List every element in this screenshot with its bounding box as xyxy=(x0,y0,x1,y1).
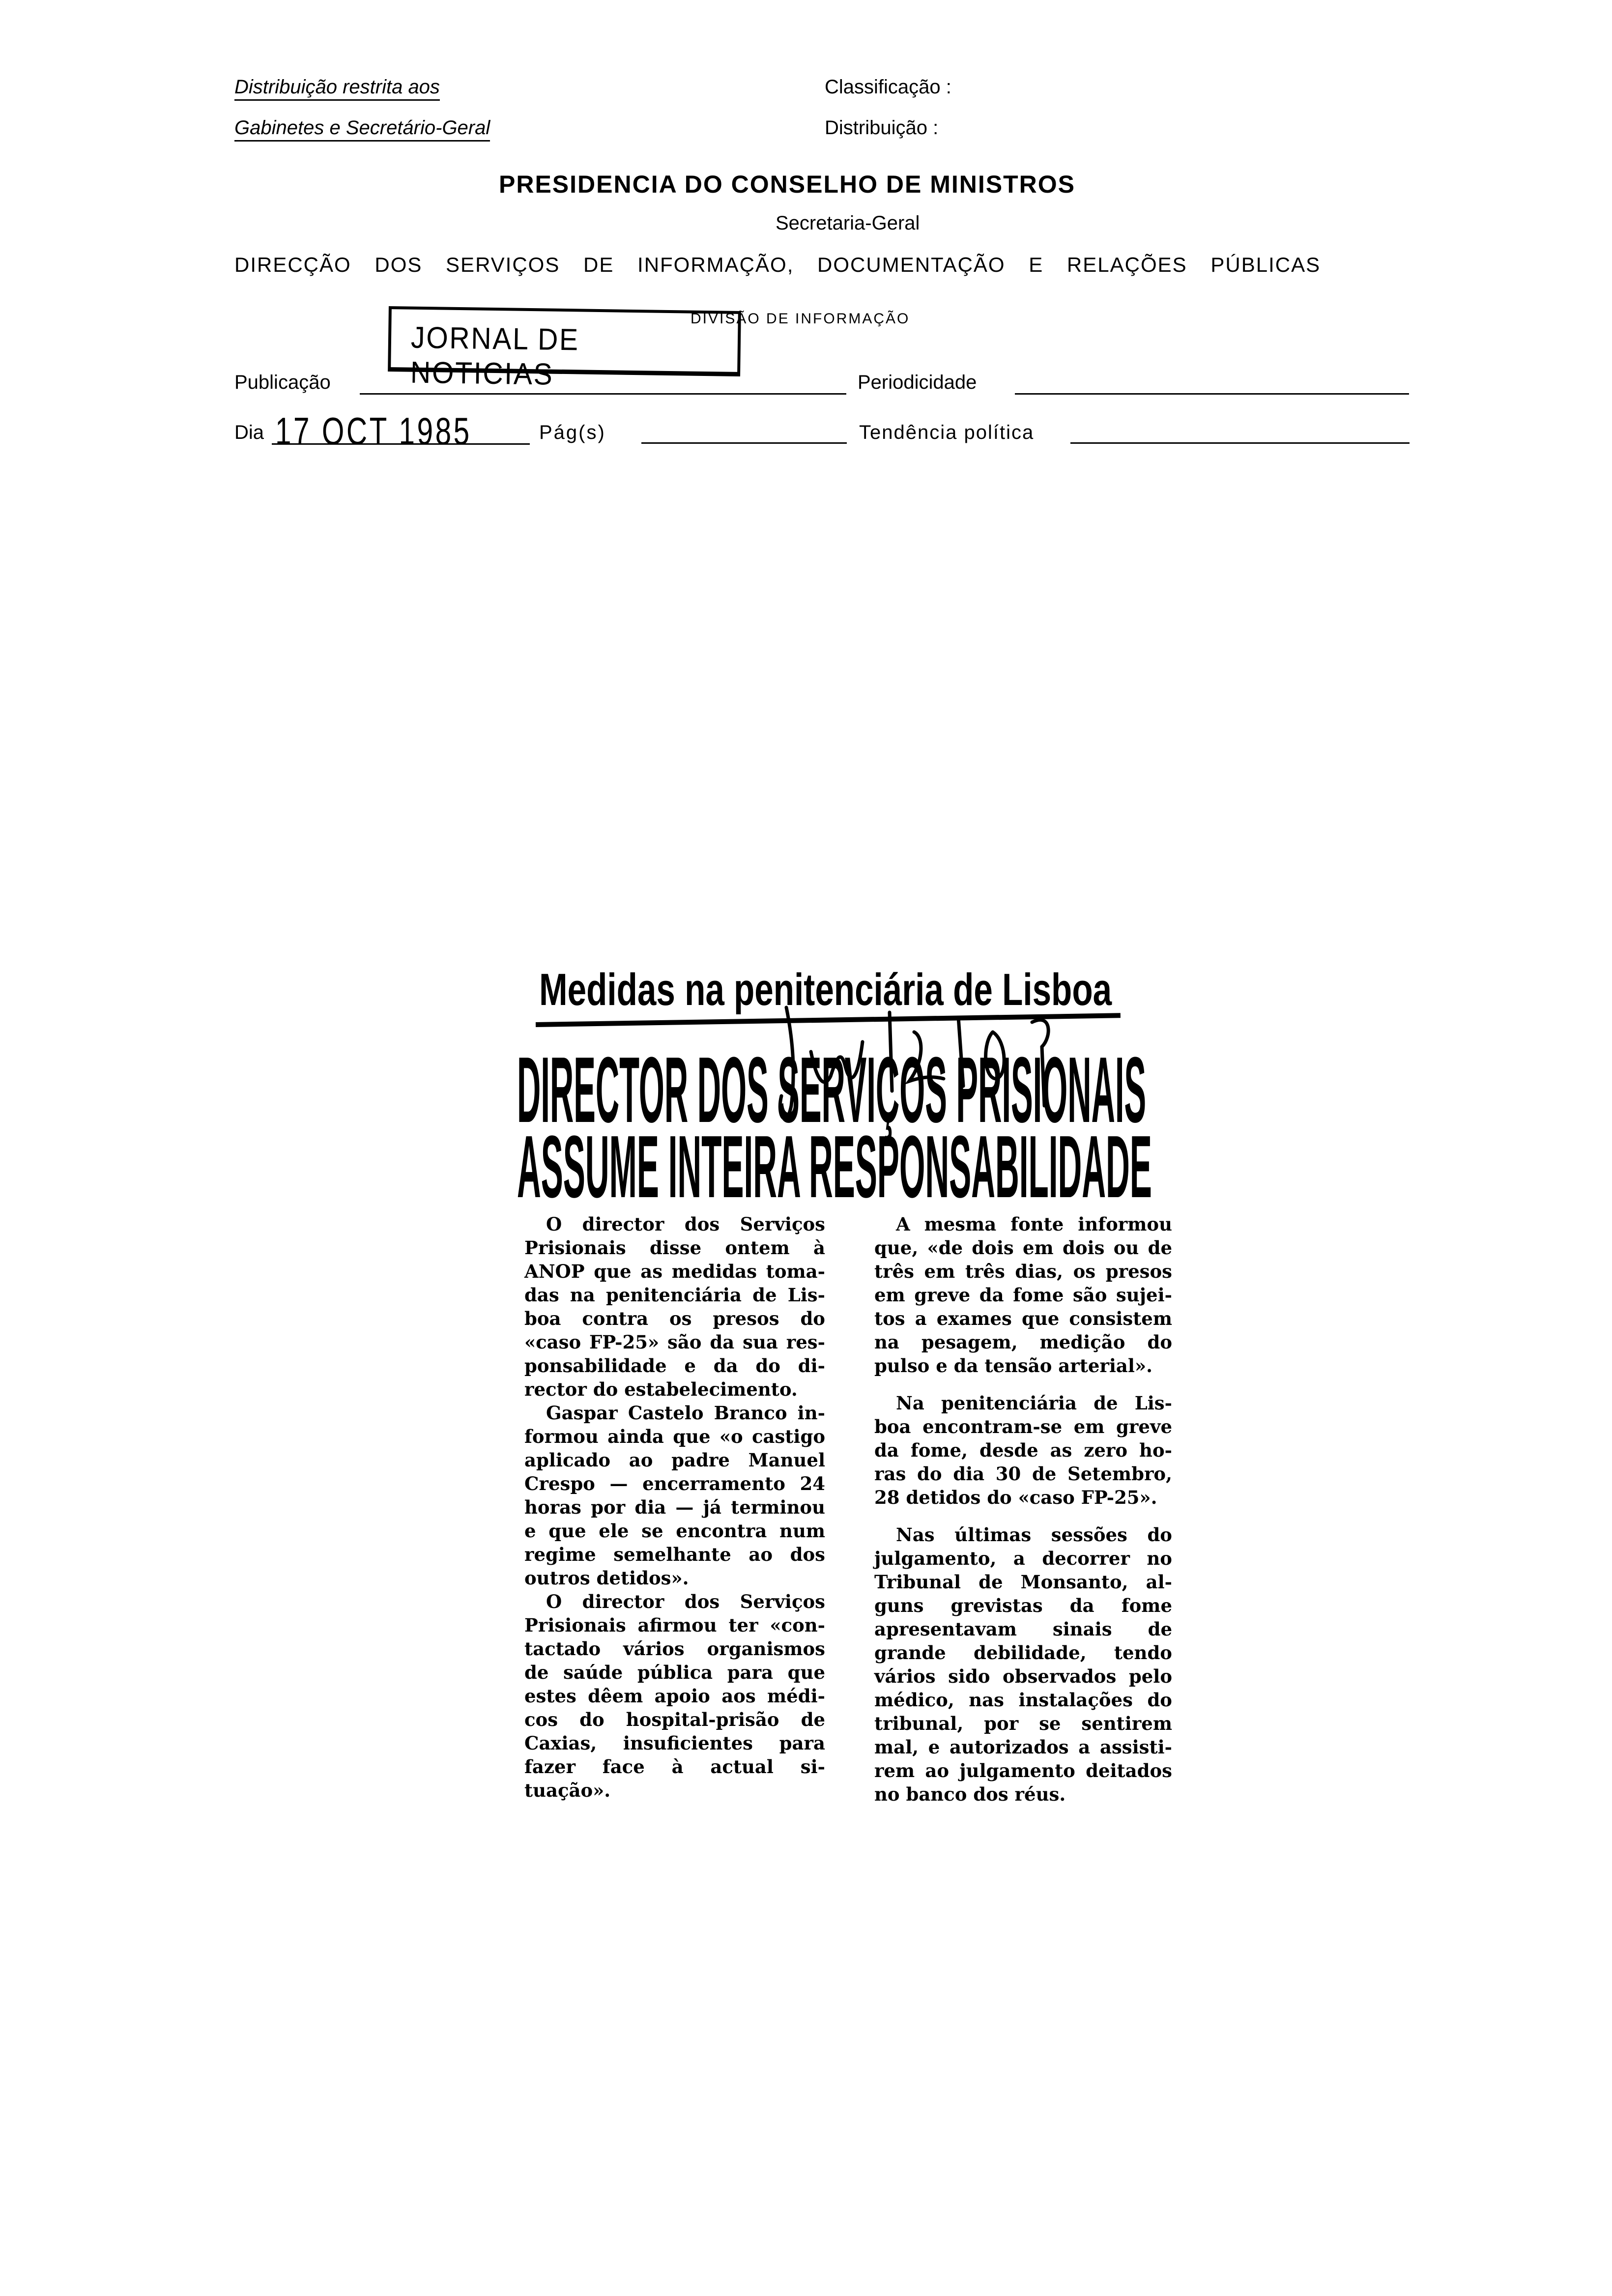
article-column-2 xyxy=(874,1212,1172,1806)
tendencia-field xyxy=(1070,442,1410,444)
article-kicker: Medidas na penitenciária de Lisboa xyxy=(539,965,1112,1015)
article-text-line: guns grevistas da fome xyxy=(874,1595,1172,1616)
article-column-1 xyxy=(524,1212,825,1802)
article-text-line: cos do hospital-prisão de xyxy=(524,1709,825,1730)
secretariat-title: Secretaria-Geral xyxy=(776,212,920,234)
article-text-line: Caxias, insuficientes para xyxy=(524,1732,825,1754)
article-text-line: apresentavam sinais de xyxy=(874,1618,1172,1640)
pags-label: Pág(s) xyxy=(539,422,606,443)
restricted-distribution-line1: Distribuição restrita aos xyxy=(234,76,440,101)
tendencia-label: Tendência política xyxy=(859,422,1035,443)
article-text-line: julgamento, a decorrer no xyxy=(874,1548,1172,1569)
paragraph-gap xyxy=(874,1378,1172,1391)
article-text-line: tribunal, por se sentirem xyxy=(874,1713,1172,1734)
article-text-line: médico, nas instalações do xyxy=(874,1689,1172,1711)
article-text-line: ras do dia 30 de Setembro, xyxy=(874,1463,1172,1485)
article-text-line: ANOP que as medidas toma- xyxy=(524,1261,825,1282)
publicacao-field xyxy=(360,393,846,395)
article-text-line: no banco dos réus. xyxy=(874,1783,1066,1805)
article-text-line: estes dêem apoio aos médi- xyxy=(524,1685,825,1707)
article-headline-line2: ASSUME INTEIRA RESPONSABILIDADE xyxy=(517,1118,1152,1216)
article-text-line: regime semelhante ao dos xyxy=(524,1544,825,1565)
article-text-line: O director dos Serviços xyxy=(546,1591,825,1612)
article-text-line: na pesagem, medição do xyxy=(874,1331,1172,1353)
article-text-line: Na penitenciária de Lis- xyxy=(896,1392,1172,1414)
handwritten-annotation xyxy=(777,993,1130,1135)
periodicidade-field xyxy=(1015,393,1409,395)
article-text-line: tos a exames que consistem xyxy=(874,1308,1172,1329)
article-text-line: Crespo — encerramento 24 xyxy=(524,1473,825,1494)
article-text-line: que, «de dois em dois ou de xyxy=(874,1237,1172,1259)
article-text-line: Gaspar Castelo Branco in- xyxy=(546,1402,825,1424)
article-text-line: vários sido observados pelo xyxy=(874,1665,1172,1687)
pags-field xyxy=(641,442,847,444)
headline-line2-wrap xyxy=(517,1118,1152,1216)
article-text-line: de saúde pública para que xyxy=(524,1662,825,1683)
article-text-line: Prisionais afirmou ter «con- xyxy=(524,1614,825,1636)
article-text-line: Nas últimas sessões do xyxy=(896,1524,1172,1546)
article-text-line: 28 detidos do «caso FP-25». xyxy=(874,1487,1157,1508)
article-text-line: aplicado ao padre Manuel xyxy=(524,1449,825,1471)
publicacao-label: Publicação xyxy=(234,372,331,393)
article-text-line: boa contra os presos do xyxy=(524,1308,825,1329)
article-text-line: formou ainda que «o castigo xyxy=(524,1426,825,1447)
article-text-line: «caso FP-25» são da sua res- xyxy=(524,1331,825,1353)
article-text-line: Prisionais disse ontem à xyxy=(524,1237,825,1259)
article-text-line: rector do estabelecimento. xyxy=(524,1378,798,1400)
article-text-line: mal, e autorizados a assisti- xyxy=(874,1736,1172,1758)
article-headline-line1: DIRECTOR DOS SERVIÇOS PRISIONAIS xyxy=(517,1038,1147,1142)
article-text-line: Tribunal de Monsanto, al- xyxy=(874,1571,1172,1593)
article-text-line: outros detidos». xyxy=(524,1567,689,1589)
article-text-line: pulso e da tensão arterial». xyxy=(874,1355,1152,1377)
article-text-line: e que ele se encontra num xyxy=(524,1520,825,1542)
article-text-line: em greve da fome são sujei- xyxy=(874,1284,1172,1306)
article-text-line: horas por dia — já terminou xyxy=(524,1496,825,1518)
article-text-line: grande debilidade, tendo xyxy=(874,1642,1172,1664)
article-text-line: O director dos Serviços xyxy=(546,1213,825,1235)
classificacao-label: Classificação : xyxy=(825,76,951,98)
article-text-line: tactado vários organismos xyxy=(524,1638,825,1660)
stamp-text: JORNAL DE NOTICIAS xyxy=(410,320,580,392)
distribuicao-label: Distribuição : xyxy=(825,117,939,139)
article-text-line: da fome, desde as zero ho- xyxy=(874,1439,1172,1461)
restricted-distribution-line2: Gabinetes e Secretário-Geral xyxy=(234,117,490,142)
article-text-line: tuação». xyxy=(524,1779,611,1801)
directorate-title: DIRECÇÃO DOS SERVIÇOS DE INFORMAÇÃO, DOCUMENTAÇÃO E RELAÇÕES PÚBLICAS xyxy=(234,253,1321,276)
periodicidade-label: Periodicidade xyxy=(858,372,977,393)
article-text-line: A mesma fonte informou xyxy=(896,1213,1172,1235)
dia-label: Dia xyxy=(234,422,264,443)
article-text-line: ponsabilidade e da do di- xyxy=(524,1355,825,1377)
division-title: DIVISÃO DE INFORMAÇÃO xyxy=(691,311,910,327)
article-text-line: rem ao julgamento deitados xyxy=(874,1760,1172,1781)
dia-value: 17 OCT 1985 xyxy=(275,409,472,453)
article-text-line: fazer face à actual si- xyxy=(524,1756,825,1778)
organization-title: PRESIDENCIA DO CONSELHO DE MINISTROS xyxy=(499,171,1076,198)
article-text-line: das na penitenciária de Lis- xyxy=(524,1284,825,1306)
article-text-line: três em três dias, os presos xyxy=(874,1261,1172,1282)
publication-stamp xyxy=(388,306,741,392)
article-text-line: boa encontram-se em greve xyxy=(874,1416,1172,1437)
paragraph-gap xyxy=(874,1509,1172,1523)
